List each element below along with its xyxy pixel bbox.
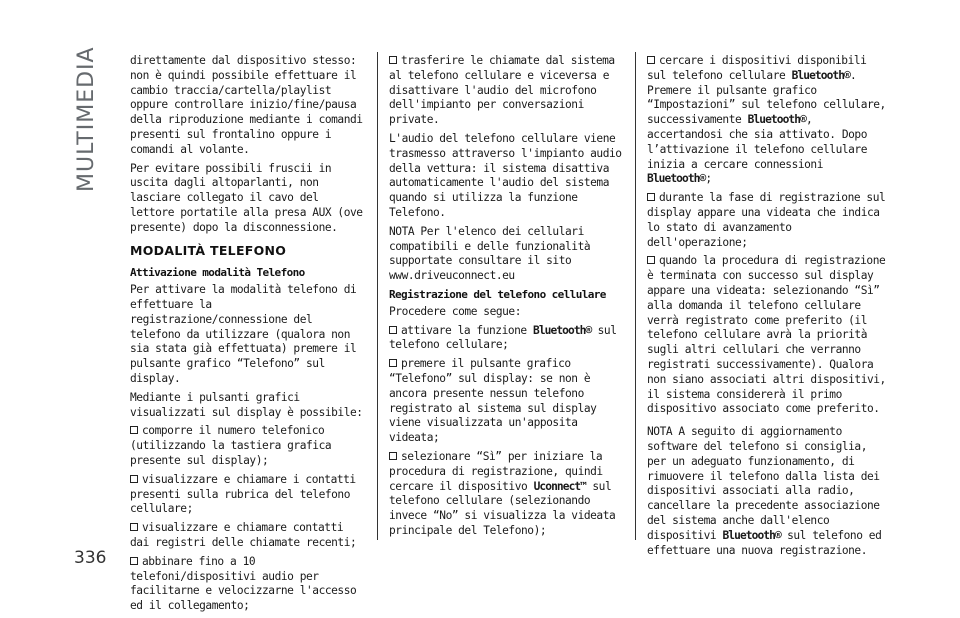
- paragraph: L'audio del telefono cellulare viene trasmesso attraverso l'impianto audio della vettura: il sistema disattiva automaticamente l'audio del sistema quando si utilizza la funzione Telefono.: [389, 131, 622, 219]
- column-divider-2: [635, 52, 636, 540]
- list-item: visualizzare e chiamare contatti dai registri delle chiamate recenti;: [130, 521, 357, 549]
- checkbox-bullet-icon: [389, 359, 397, 367]
- text-column-2: [389, 54, 625, 543]
- checkbox-bullet-icon: [647, 56, 655, 64]
- column-divider-1: [377, 52, 378, 540]
- list-item: abbinare fino a 10 telefoni/dispositivi audio per facilitarne e velocizzarne l'accesso ed il collegamento;: [130, 554, 357, 613]
- checkbox-bullet-icon: [130, 523, 138, 531]
- list-item: visualizzare e chiamare i contatti presenti sulla rubrica del telefono cellulare;: [130, 472, 356, 516]
- text-column-1: [130, 54, 366, 618]
- checkbox-bullet-icon: [389, 56, 397, 64]
- paragraph: Per evitare possibili fruscii in uscita dagli altoparlanti, non lasciare collegato il cavo del lettore portatile alla presa AUX (ove presente) dopo la disconnessione.: [130, 161, 363, 234]
- list-item: comporre il numero telefonico (utilizzando la tastiera grafica presente sul display);: [130, 424, 332, 467]
- list-item: quando la procedura di registrazione è terminata con successo sul display appare una videata: selezionando “Sì” alla domanda il telefono cellulare verrà registrato come preferito (il telefono cellulare avrà la priorità sugli altri cellulari che verranno registrati successivamente). Qualora non siano associati altri dispositivi, il sistema considererà il primo dispositivo associato come preferito.: [647, 254, 886, 416]
- list-item: trasferire le chiamate dal sistema al telefono cellulare e viceversa e disattivare l'audio del microfono dell'impianto per conversazioni private.: [389, 54, 615, 127]
- list-item: durante la fase di registrazione sul display appare una videata che indica lo stato di avanzamento dell'operazione;: [647, 191, 886, 249]
- checkbox-bullet-icon: [389, 452, 397, 460]
- list-item: premere il pulsante grafico “Telefono” sul display: se non è ancora presente nessun telefono registrato al sistema sul display viene visualizzata un'apposita videata;: [389, 357, 597, 445]
- subsection-heading: Registrazione del telefono cellulare: [389, 287, 606, 301]
- paragraph: Procedere come segue:: [389, 304, 521, 318]
- section-side-label: [74, 46, 114, 192]
- paragraph: Per attivare la modalità telefono di effettuare la registrazione/connessione del telefono da utilizzare (qualora non sia stata già effettuata) premere il pulsante grafico “Telefono” sul display.: [130, 283, 357, 385]
- list-item: selezionare “Sì” per iniziare la procedura di registrazione, quindi cercare il dispositivo Uconnect™ sul telefono cellulare (selezionando invece “No” si visualizza la videata principale del Telefono);: [389, 449, 616, 537]
- list-item: cercare i dispositivi disponibili sul telefono cellulare Bluetooth®. Premere il pulsante grafico “Impostazioni” sul telefono cellulare, successivamente Bluetooth®, accertandosi che sia attivato. Dopo l’attivazione il telefono cellulare inizia a cercare connessioni Bluetooth®;: [647, 54, 886, 186]
- subsection-heading: Attivazione modalità Telefono: [130, 266, 305, 280]
- checkbox-bullet-icon: [647, 256, 655, 264]
- checkbox-bullet-icon: [647, 193, 655, 201]
- checkbox-bullet-icon: [130, 557, 138, 565]
- paragraph: direttamente dal dispositivo stesso: non è quindi possibile effettuare il cambio traccia/cartella/playlist oppure controllare inizio/fine/pausa della riproduzione mediante i comandi presenti sul frontalino oppure i comandi al volante.: [130, 54, 363, 156]
- checkbox-bullet-icon: [130, 426, 138, 434]
- section-side-label-text: MULTIMEDIA: [74, 46, 99, 192]
- paragraph: NOTA Per l'elenco dei cellulari compatibili e delle funzionalità supportate consultare il sito www.driveuconnect.eu: [389, 224, 591, 283]
- list-item: attivare la funzione Bluetooth® sul telefono cellulare;: [389, 323, 617, 352]
- checkbox-bullet-icon: [389, 326, 397, 334]
- paragraph: Mediante i pulsanti grafici visualizzati sul display è possibile:: [130, 390, 363, 419]
- paragraph: NOTA A seguito di aggiornamento software del telefono si consiglia, per un adeguato funzionamento, di rimuovere il telefono dalla lista dei dispositivi associati alla radio, cancellare la precedente associazione del sistema anche dall'elenco dispositivi Bluetooth® sul telefono ed effettuare una nuova registrazione.: [647, 425, 882, 557]
- page-number: 336: [74, 548, 107, 568]
- section-heading: MODALITÀ TELEFONO: [130, 242, 287, 258]
- checkbox-bullet-icon: [130, 475, 138, 483]
- text-column-3: [647, 54, 887, 562]
